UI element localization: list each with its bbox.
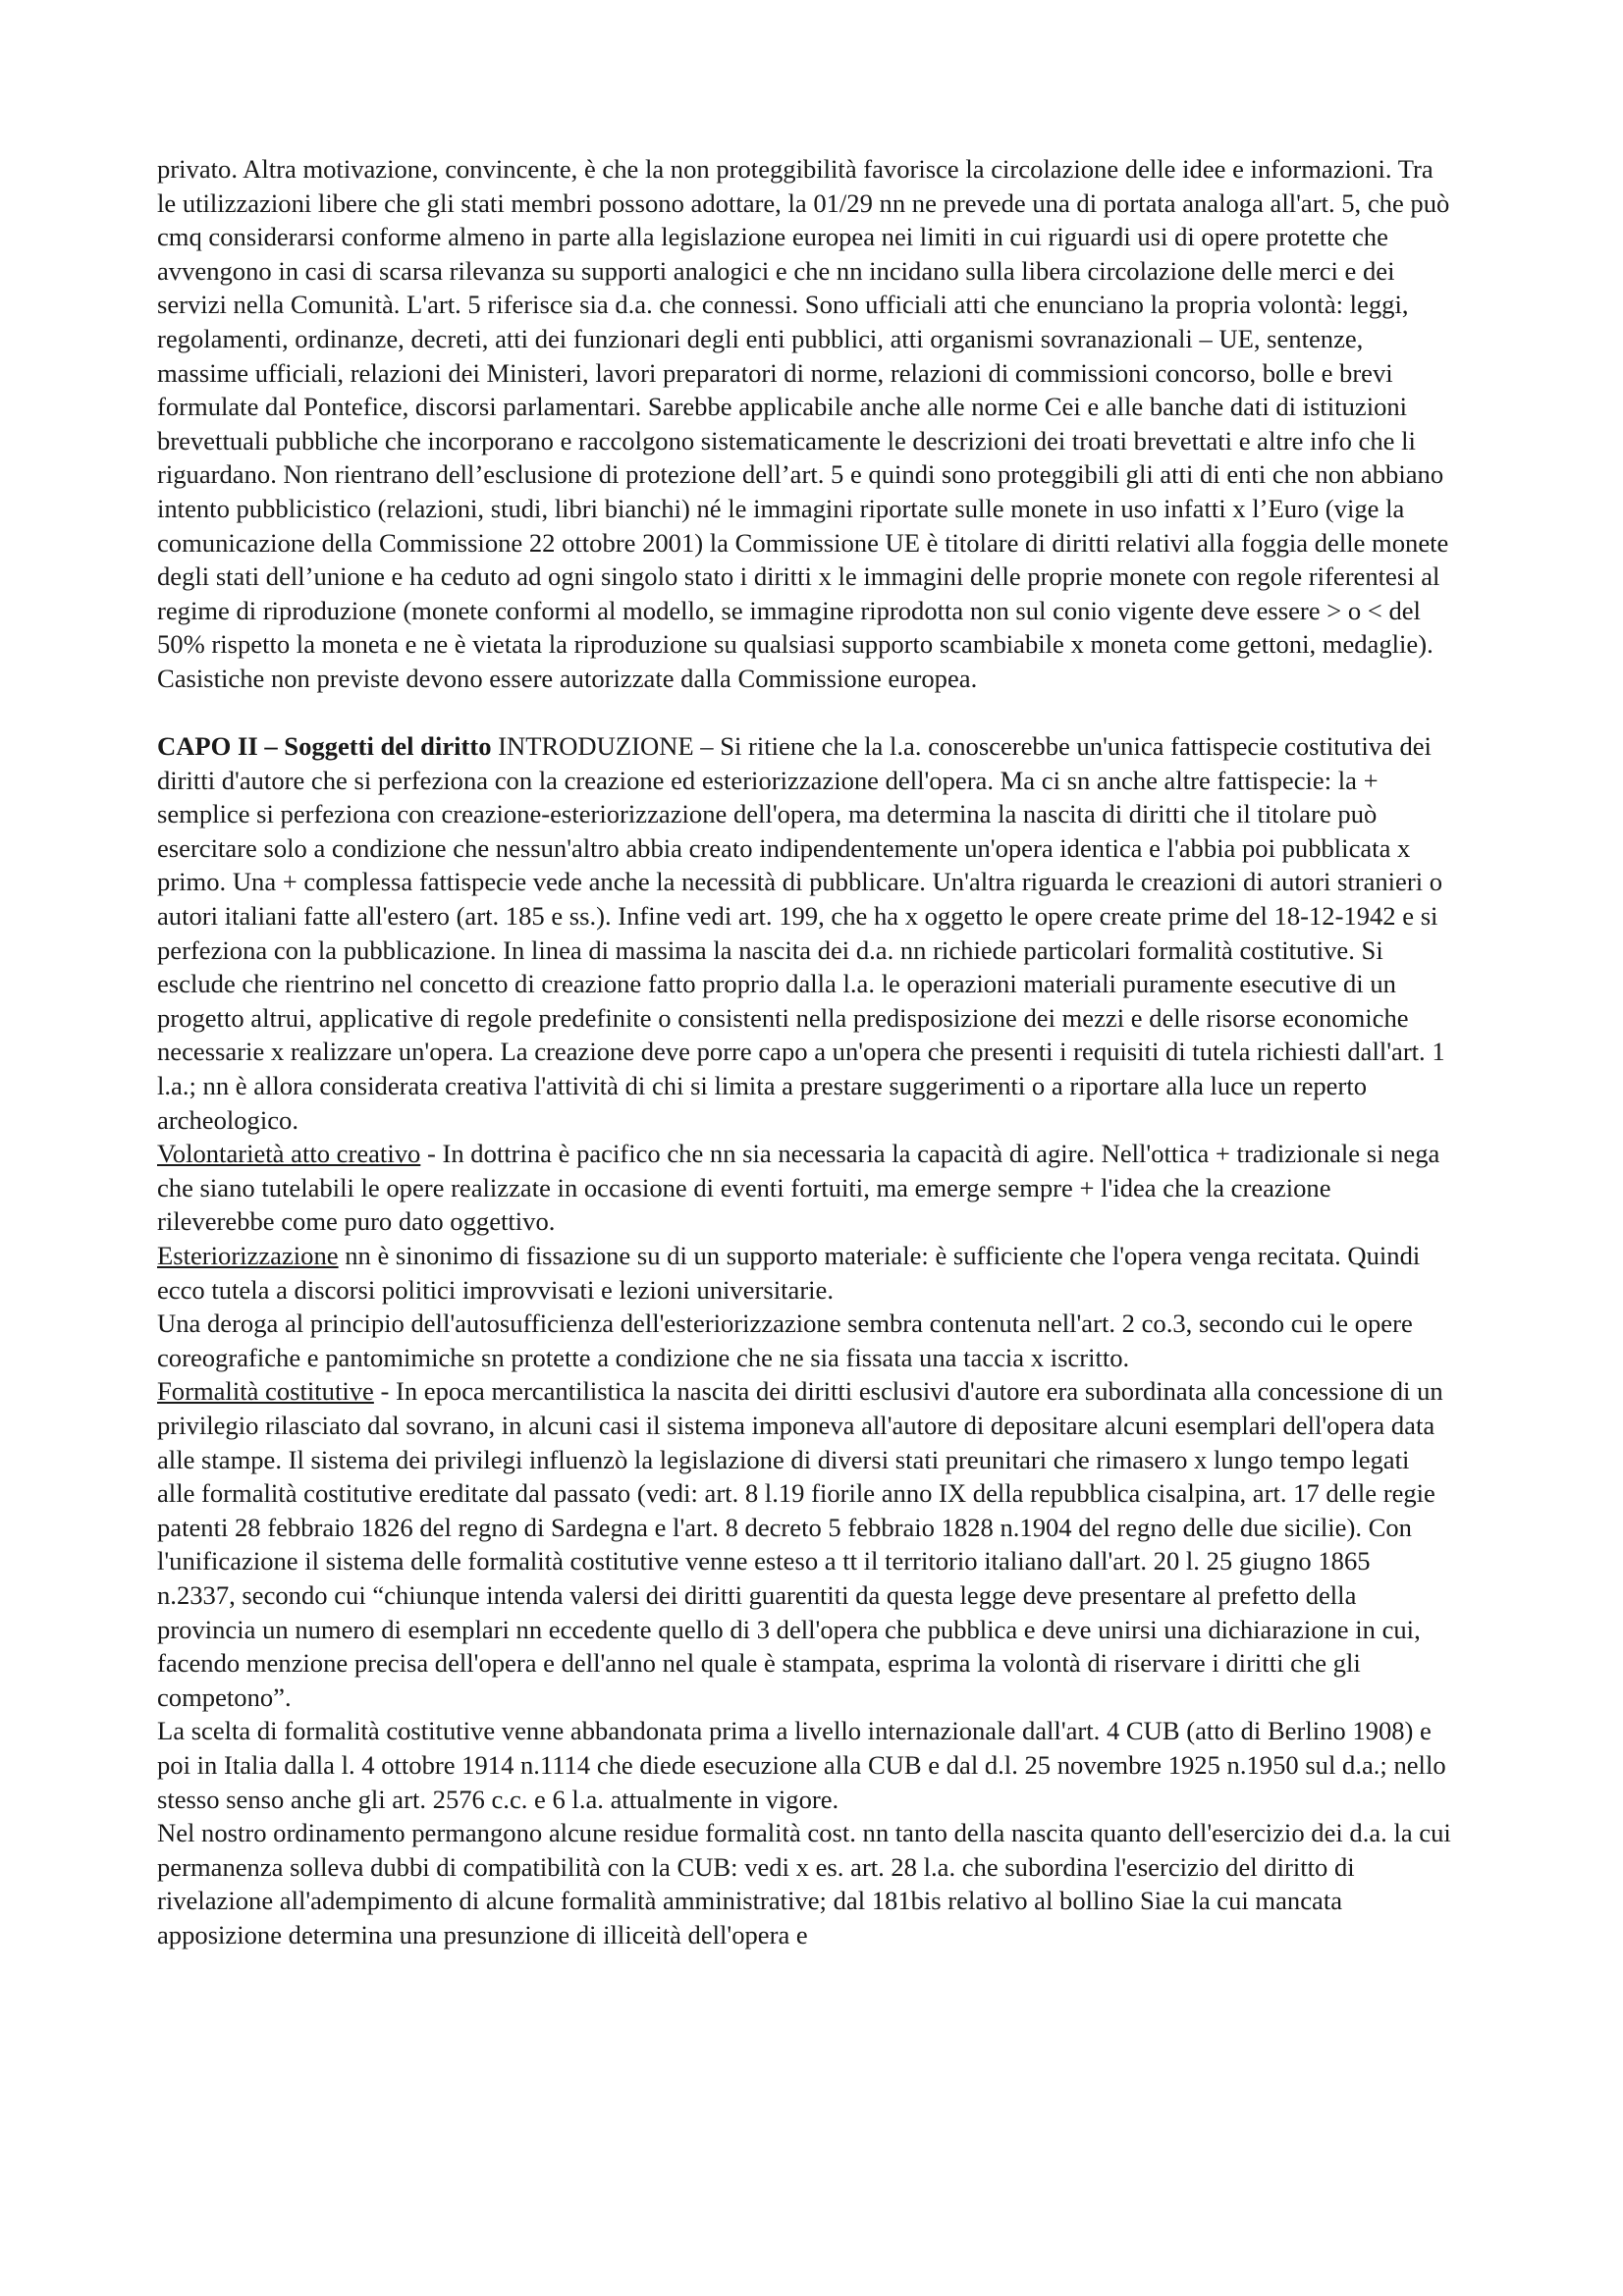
subheading-esteriorizzazione: Esteriorizzazione — [157, 1241, 339, 1270]
paragraph-formalita — [157, 1374, 1453, 1714]
paragraph-volontarieta — [157, 1137, 1453, 1239]
paragraph-capo-ii — [157, 729, 1453, 1137]
text-volontarieta: - In dottrina è pacifico che nn sia necessaria la capacità di agire. Nell'ottica + tradizionale si nega che siano tutelabili le opere realizzate in occasione di eventi fortuiti, ma emerge sempre + l'idea che la creazione rileverebbe come puro dato oggettivo. — [157, 1139, 1440, 1237]
section-heading-capo-ii: CAPO II – Soggetti del diritto — [157, 731, 492, 762]
paragraph-scelta: La scelta di formalità costitutive venne abbandonata prima a livello internazionale dall'art. 4 CUB (atto di Berlino 1908) e poi in Italia dalla l. 4 ottobre 1914 n.1114 che diede esecuzione alla CUB e dal d.l. 25 novembre 1925 n.1950 sul d.a.; nello stesso senso anche gli art. 2576 c.c. e 6 l.a. attualmente in vigore. — [157, 1716, 1446, 1814]
text-esteriorizzazione: nn è sinonimo di fissazione su di un supporto materiale: è sufficiente che l'opera venga recitata. Quindi ecco tutela a discorsi politici improvvisati e lezioni universitarie. — [157, 1241, 1421, 1305]
section-text-capo-ii: INTRODUZIONE – Si ritiene che la l.a. conoscerebbe un'unica fattispecie costitutiva dei diritti d'autore che si perfeziona con la creazione ed esteriorizzazione dell'opera. Ma ci sn anche altre fattispecie: la + semplice si perfeziona con creazione-esteriorizzazione dell'opera, ma determina la nascita di diritti che il titolare può esercitare solo a condizione che nessun'altro abbia creato indipendentemente un'opera identica e l'abbia poi pubblicata x primo. Una + complessa fattispecie vede anche la necessità di pubblicare. Un'altra riguarda le creazioni di autori stranieri o autori italiani fatte all'estero (art. 185 e ss.). Infine vedi art. 199, che ha x oggetto le opere create prime del 18-12-1942 e si perfeziona con la pubblicazione. In linea di massima la nascita dei d.a. nn richiede particolari formalità costitutive. Si esclude che rientrino nel concetto di creazione fatto proprio dalla l.a. le operazioni materiali puramente esecutive di un progetto altrui, applicative di regole predefinite o consistenti nella predisposizione dei mezzi e delle risorse economiche necessarie x realizzare un'opera. La creazione deve porre capo a un'opera che presenti i requisiti di tutela richiesti dall'art. 1 l.a.; nn è allora considerata creativa l'attività di chi si limita a prestare suggerimenti o a riportare alla luce un reperto archeologico. — [157, 731, 1445, 1135]
paragraph-esteriorizzazione — [157, 1239, 1453, 1307]
paragraph-deroga: Una deroga al principio dell'autosufficienza dell'esteriorizzazione sembra contenuta nell'art. 2 co.3, secondo cui le opere coreografiche e pantomimiche sn protette a condizione che ne sia fissata una taccia x iscritto. — [157, 1308, 1413, 1372]
paragraph-ordinamento: Nel nostro ordinamento permangono alcune residue formalità cost. nn tanto della nascita quanto dell'esercizio dei d.a. la cui permanenza solleva dubbi di compatibilità con la CUB: vedi x es. art. 28 l.a. che subordina l'esercizio del diritto di rivelazione all'adempimento di alcune formalità amministrative; dal 181bis relativo al bollino Siae la cui mancata apposizione determina una presunzione di illiceità dell'opera e — [157, 1818, 1451, 1949]
document-body — [157, 152, 1453, 1951]
paragraph-opening: privato. Altra motivazione, convincente, è che la non proteggibilità favorisce la circolazione delle idee e informazioni. Tra le utilizzazioni libere che gli stati membri possono adottare, la 01/29 nn ne prevede una di portata analoga all'art. 5, che può cmq considerarsi conforme almeno in parte alla legislazione europea nei limiti in cui riguardi usi di opere protette che avvengono in casi di scarsa rilevanza su supporti analogici e che nn incidano sulla libera circolazione delle merci e dei servizi nella Comunità. L'art. 5 riferisce sia d.a. che connessi. Sono ufficiali atti che enunciano la propria volontà: leggi, regolamenti, ordinanze, decreti, atti dei funzionari degli enti pubblici, atti organismi sovranazionali – UE, sentenze, massime ufficiali, relazioni dei Ministeri, lavori preparatori di norme, relazioni di commissioni concorso, bolle e brevi formulate dal Pontefice, discorsi parlamentari. Sarebbe applicabile anche alle norme Cei e alle banche dati di istituzioni brevettuali pubbliche che incorporano e raccolgono sistematicamente le descrizioni dei troati brevettati e altre info che li riguardano. Non rientrano dell’esclusione di protezione dell’art. 5 e quindi sono proteggibili gli atti di enti che non abbiano intento pubblicistico (relazioni, studi, libri bianchi) né le immagini riportate sulle monete in uso infatti x l’Euro (vige la comunicazione della Commissione 22 ottobre 2001) la Commissione UE è titolare di diritti relativi alla foggia delle monete degli stati dell’unione e ha ceduto ad ogni singolo stato i diritti x le immagini delle proprie monete con regole riferentesi al regime di riproduzione (monete conformi al modello, se immagine riprodotta non sul conio vigente deve essere > o < del 50% rispetto la moneta e ne è vietata la riproduzione su qualsiasi supporto scambiabile x moneta come gettoni, medaglie). Casistiche non previste devono essere autorizzate dalla Commissione europea. — [157, 154, 1450, 693]
subheading-formalita: Formalità costitutive — [157, 1376, 374, 1407]
subheading-volontarieta: Volontarietà atto creativo — [157, 1139, 421, 1169]
text-formalita: - In epoca mercantilistica la nascita dei diritti esclusivi d'autore era subordinata alla concessione di un privilegio rilasciato dal sovrano, in alcuni casi il sistema imponeva all'autore di depositare alcuni esemplari dell'opera data alle stampe. Il sistema dei privilegi influenzò la legislazione di diversi stati preunitari che rimasero x lungo tempo legati alle formalità costitutive ereditate dal passato (vedi: art. 8 l.19 fiorile anno IX della repubblica cisalpina, art. 17 delle regie patenti 28 febbraio 1826 del regno di Sardegna e l'art. 8 decreto 5 febbraio 1828 n.1904 del regno delle due sicilie). Con l'unificazione il sistema delle formalità costitutive venne esteso a tt il territorio italiano dall'art. 20 l. 25 giugno 1865 n.2337, secondo cui “chiunque intenda valersi dei diritti guarentiti da questa legge deve presentare al prefetto della provincia un numero di esemplari nn eccedente quello di 3 dell'opera che pubblica e deve unirsi una dichiarazione in cui, facendo menzione precisa dell'opera e dell'anno nel quale è stampata, esprima la volontà di riservare i diritti che gli competono”. — [157, 1376, 1443, 1712]
